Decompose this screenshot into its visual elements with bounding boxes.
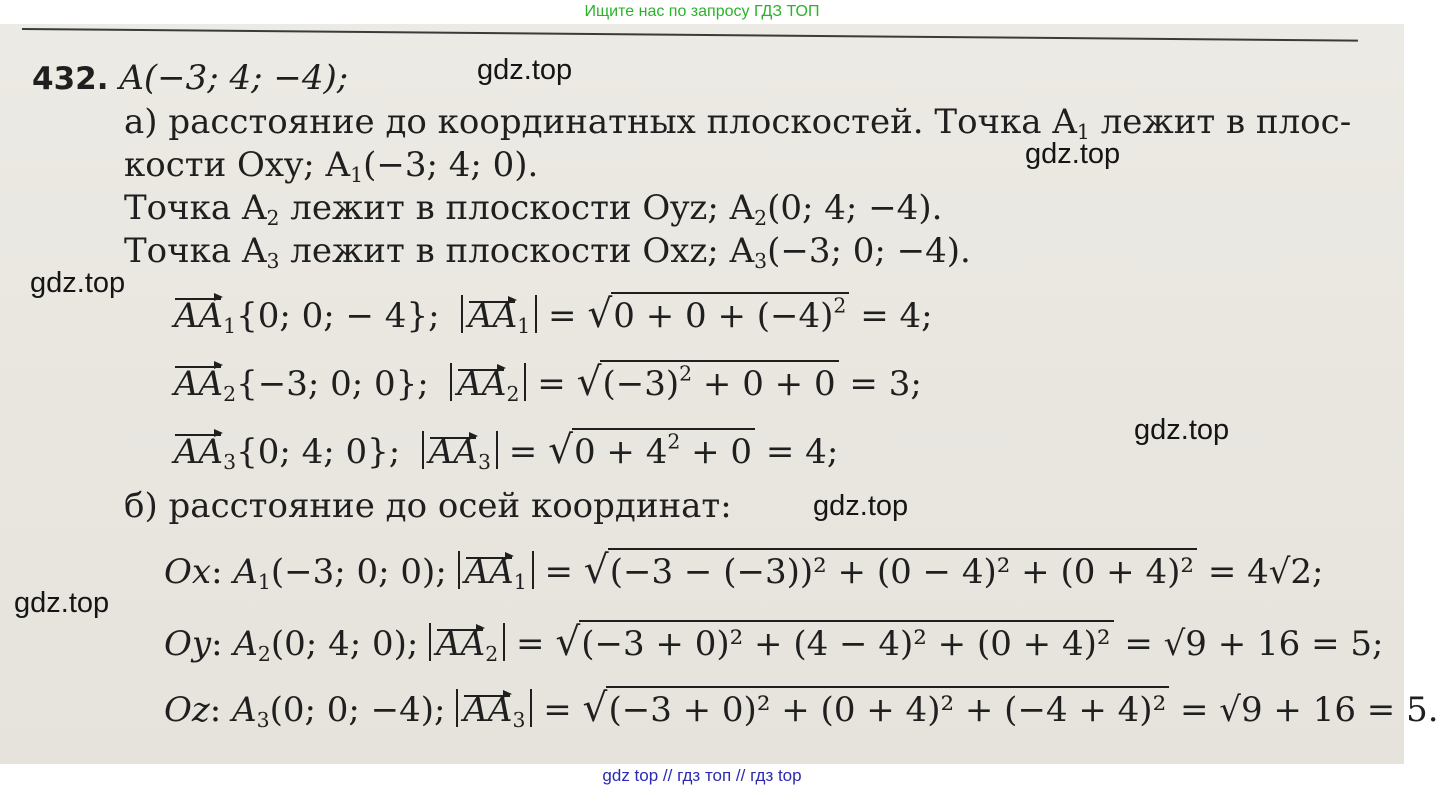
problem-heading xyxy=(32,58,348,98)
problem-point: A(−3; 4; −4); xyxy=(119,58,349,98)
part-b-intro: б) расстояние до осей координат: xyxy=(124,486,732,526)
part-a-line1: а) расстояние до координатных плоскостей. Точка $A_1$ лежит в плос- xyxy=(124,102,1352,145)
watermark: gdz.top xyxy=(1025,138,1121,170)
problem-number: 432. xyxy=(32,61,109,97)
axis-row-oy: Oy: $A_2(0$; 4; 0); $AA_2$ = √ (−3 + 0)² + (4 − 4)² + (0 + 4)² = √9 + 16 = 5; xyxy=(164,620,1383,665)
watermark: gdz.top xyxy=(30,267,126,299)
vector-row-3: $AA_3\{0$; 4; 0}; $AA_3$ = √ $0 + 4^2 + 0 = 4$; xyxy=(174,428,838,473)
watermark: gdz.top xyxy=(477,54,573,86)
vector-row-1: $AA_1\{0$; 0; − 4}; $AA_1$ = √ $0 + 0 + (-4)^2 = 4$; xyxy=(174,292,933,337)
textbook-page xyxy=(0,24,1439,764)
part-a-line3: Точка $A_2$ лежит в плоскости Oyz; $A_2(0$; 4; −4). xyxy=(124,188,943,231)
footer-banner: gdz top // гдз топ // гдз top xyxy=(0,764,1404,790)
watermark: gdz.top xyxy=(1134,414,1230,446)
watermark: gdz.top xyxy=(14,587,110,619)
axis-row-ox: Ox: $A_1(-3$; 0; 0); $AA_1$ = √ (−3 − (−3))² + (0 − 4)² + (0 + 4)² = 4√2; xyxy=(164,548,1324,593)
vector-row-2: $AA_2\{-3$; 0; 0}; $AA_2$ = √ $(-3)^2 + 0 + 0 = 3$; xyxy=(174,360,922,405)
watermark: gdz.top xyxy=(813,490,909,522)
part-a-line2: кости Oxy; $A_1(-3$; 4; 0). xyxy=(124,145,539,188)
header-banner: Ищите нас по запросу ГДЗ ТОП xyxy=(0,0,1404,24)
axis-row-oz: Oz: $A_3(0$; 0; −4); $AA_3$ = √ (−3 + 0)² + (0 + 4)² + (−4 + 4)² = √9 + 16 = 5. xyxy=(164,686,1439,731)
top-rule xyxy=(22,28,1358,42)
part-a-line4: Точка $A_3$ лежит в плоскости Oxz; $A_3(-3$; 0; −4). xyxy=(124,231,971,274)
